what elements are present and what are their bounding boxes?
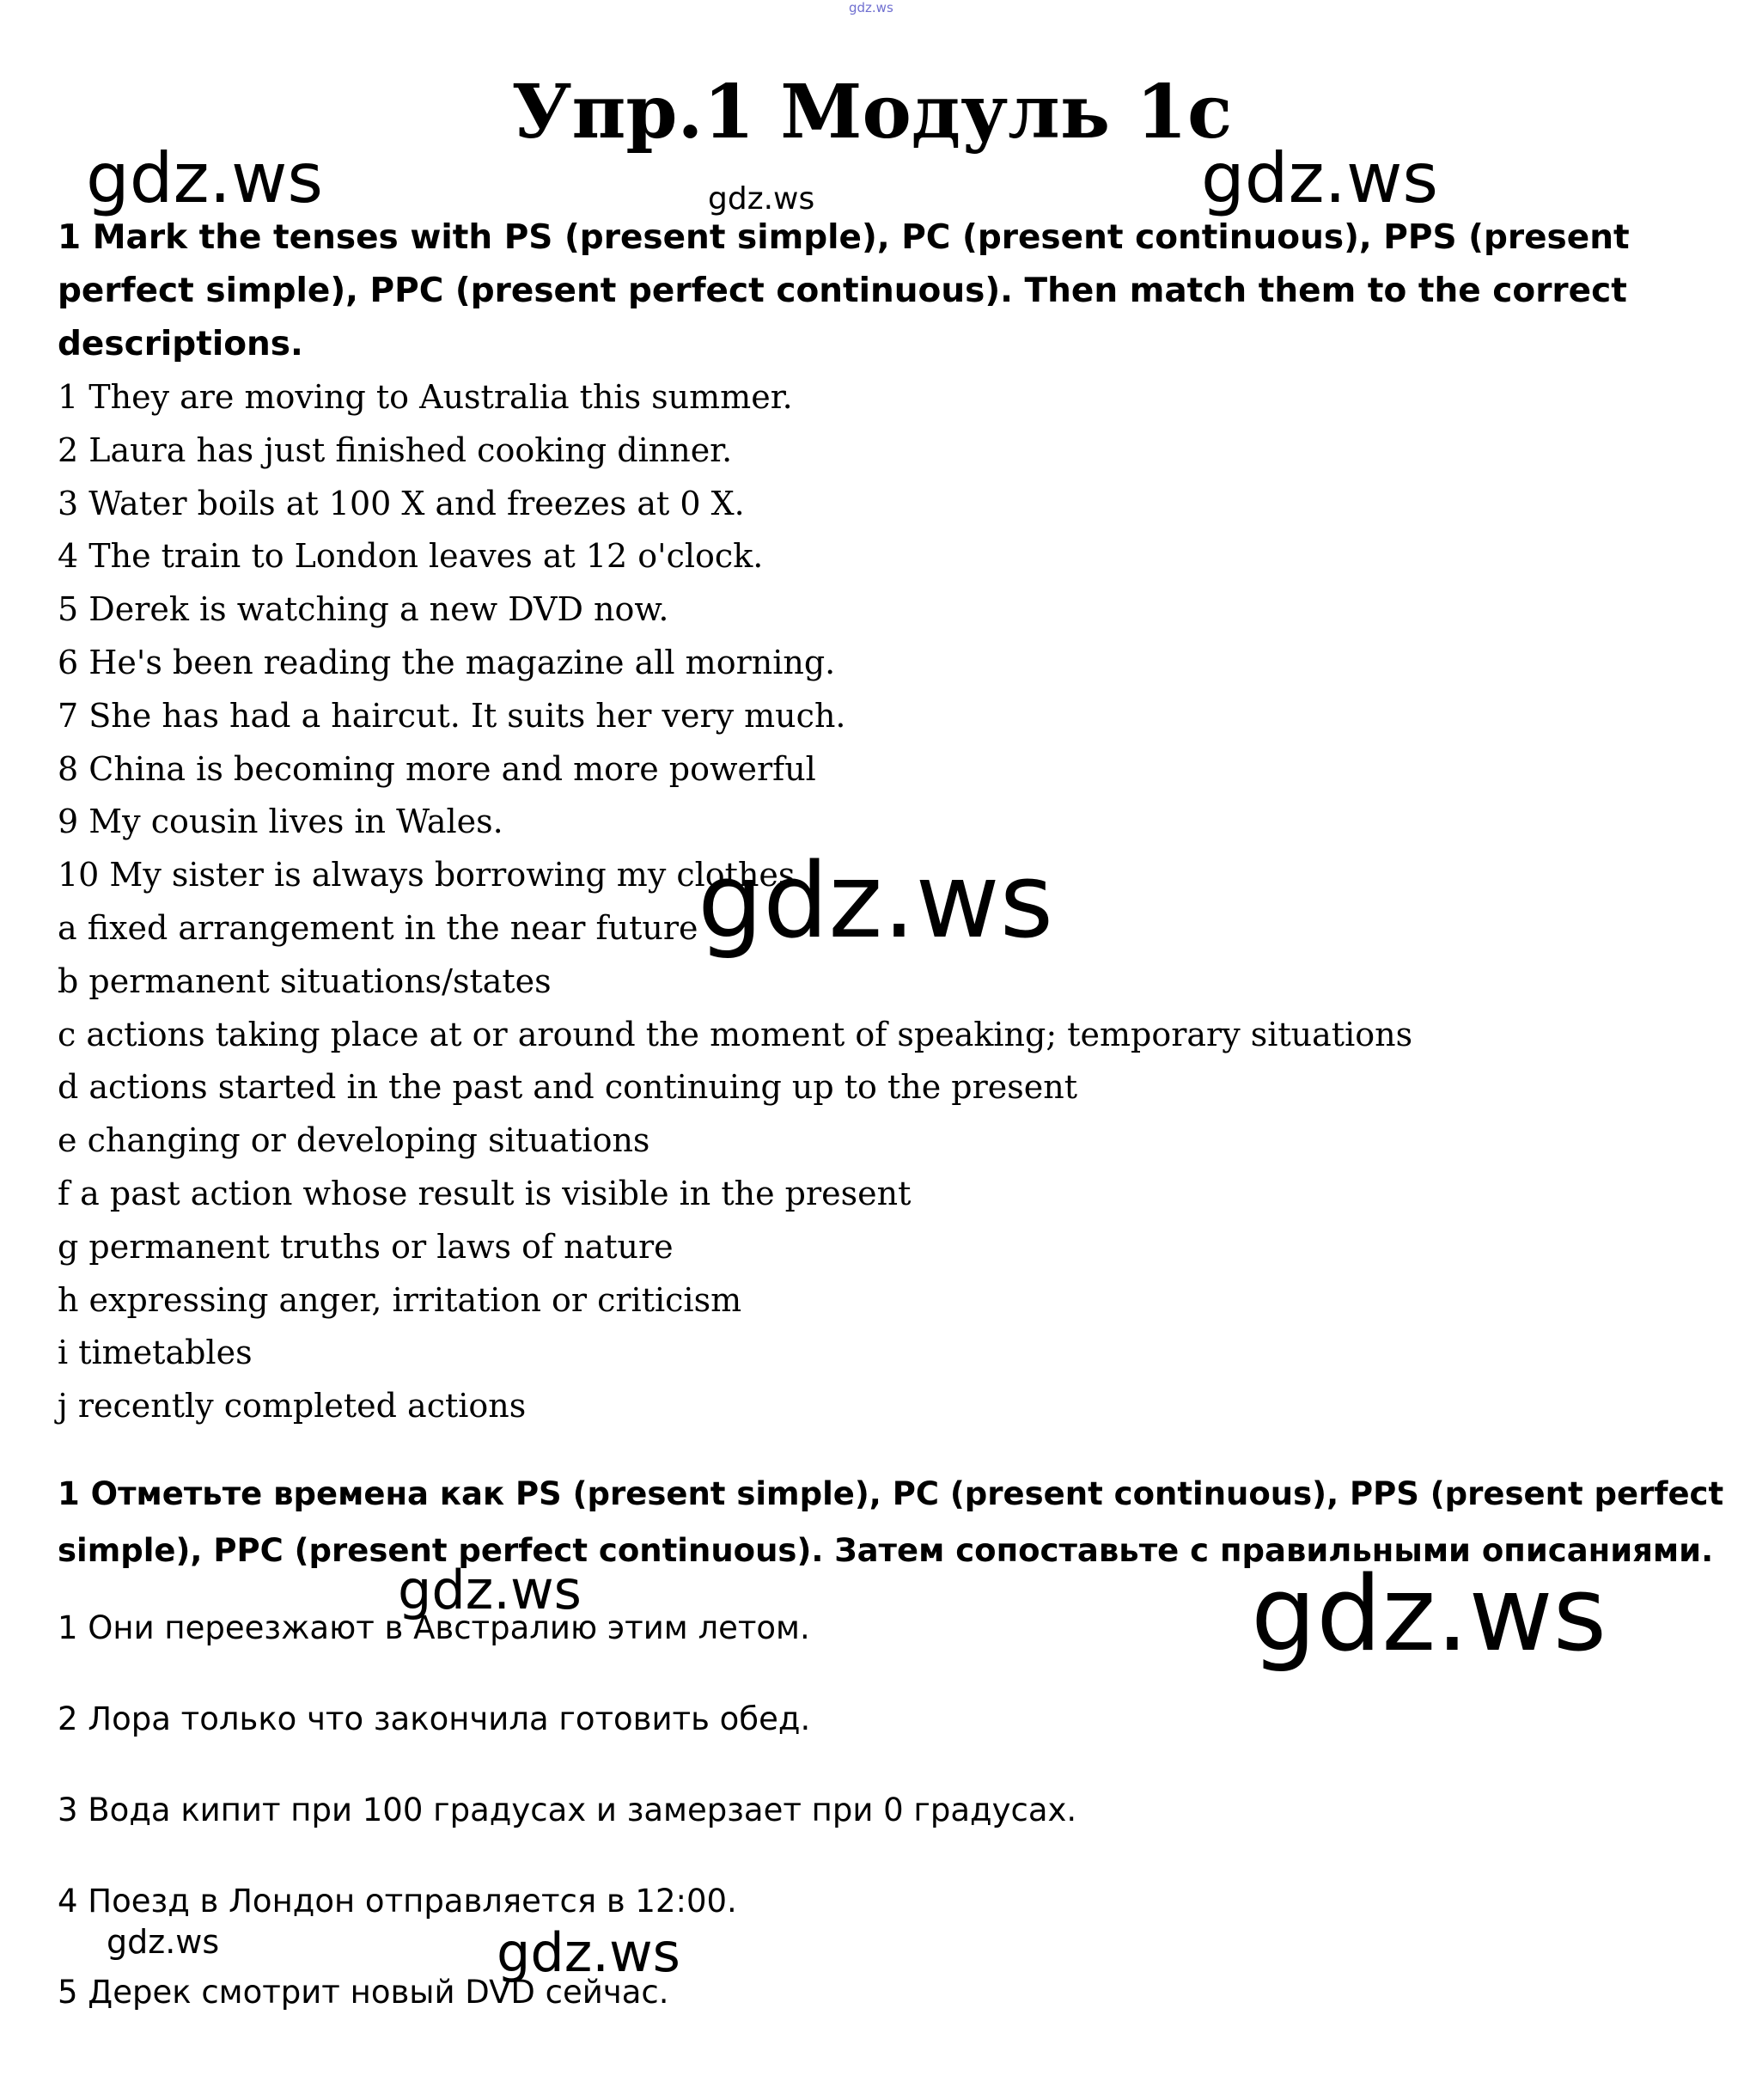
russian-sentence: 5 Дерек смотрит новый DVD сейчас. <box>58 1974 669 2011</box>
russian-sentence: 3 Вода кипит при 100 градусах и замерзает при 0 градусах. <box>58 1792 1077 1828</box>
english-description: e changing or developing situations <box>58 1121 650 1160</box>
english-sentence: 4 The train to London leaves at 12 o'clock. <box>58 537 764 576</box>
english-description: g permanent truths or laws of nature <box>58 1227 674 1266</box>
english-description: f a past action whose result is visible in the present <box>58 1174 912 1212</box>
english-description: b permanent situations/states <box>58 961 552 1000</box>
watermark-ru-bottom-mid: gdz.ws <box>497 1921 680 1984</box>
watermark-ru-right-big: gdz.ws <box>1251 1555 1607 1675</box>
english-description: d actions started in the past and continuing up to the present <box>58 1068 1077 1107</box>
english-description: c actions taking place at or around the moment of speaking; temporary situations <box>58 1015 1413 1053</box>
english-sentence: 2 Laura has just finished cooking dinner. <box>58 430 733 469</box>
english-sentence: 9 My cousin lives in Wales. <box>58 803 503 841</box>
english-sentence: 8 China is becoming more and more powerful <box>58 749 816 788</box>
watermark-ru-mid-left: gdz.ws <box>398 1559 582 1621</box>
page-title: Упр.1 Модуль 1с <box>511 69 1233 156</box>
english-descriptions <box>58 902 1716 1433</box>
russian-sentence: 1 Они переезжают в Австралию этим летом. <box>58 1609 810 1646</box>
english-sentence: 7 She has had a haircut. It suits her very much. <box>58 696 846 735</box>
russian-sentence: 4 Поезд в Лондон отправляется в 12:00. <box>58 1883 737 1920</box>
english-sentence: 5 Derek is watching a new DVD now. <box>58 590 669 629</box>
english-section <box>58 211 1716 1433</box>
watermark-left-top: gdz.ws <box>86 138 324 218</box>
watermark-ru-bottom-small: gdz.ws <box>107 1923 220 1961</box>
english-sentences <box>58 371 1716 902</box>
english-description: h expressing anger, irritation or criticism <box>58 1280 742 1319</box>
english-description: a fixed arrangement in the near future <box>58 908 698 947</box>
russian-task: 1 Отметьте времена как PS (present simple), PC (present continuous), PPS (present perfect simple), PPC (present perfect continuous). Затем сопоставьте с правильными описаниями. <box>58 1475 1724 1569</box>
watermark-small-top: gdz.ws <box>708 181 815 217</box>
watermark-tiny: gdz.ws <box>849 0 893 15</box>
english-sentence: 10 My sister is always borrowing my clothes. <box>58 856 806 894</box>
english-sentence: 1 They are moving to Australia this summer. <box>58 378 793 416</box>
english-description: j recently completed actions <box>58 1387 527 1425</box>
watermark-right-top: gdz.ws <box>1201 138 1439 218</box>
watermark-center-big: gdz.ws <box>698 842 1054 961</box>
russian-sentence: 2 Лора только что закончила готовить обед. <box>58 1700 811 1737</box>
english-task: 1 Mark the tenses with PS (present simple), PC (present continuous), PPS (present perfect simple), PPC (present perfect continuous). Then match them to the correct descriptions. <box>58 218 1630 363</box>
english-sentence: 6 He's been reading the magazine all morning. <box>58 643 836 681</box>
english-sentence: 3 Water boils at 100 X and freezes at 0 X. <box>58 484 745 522</box>
english-description: i timetables <box>58 1334 253 1372</box>
